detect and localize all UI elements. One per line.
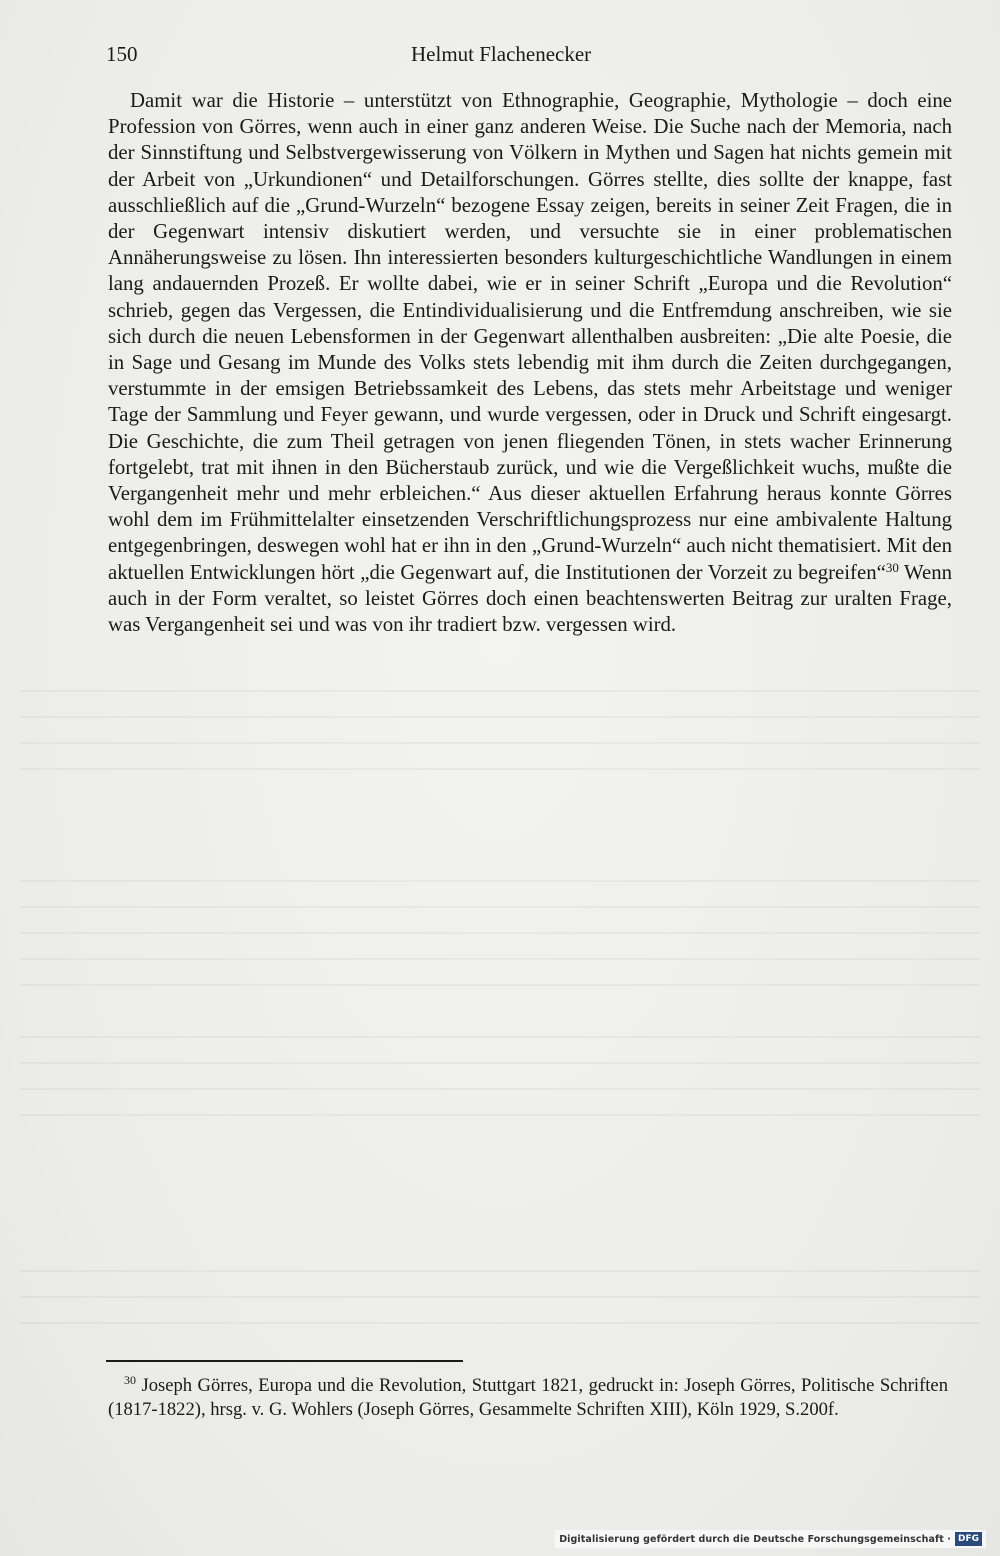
footnote: [108, 1374, 948, 1422]
footnote-number: 30: [124, 1373, 136, 1387]
footnote-divider: [106, 1360, 463, 1362]
paragraph: [108, 88, 952, 638]
dfg-logo: DFG: [955, 1532, 982, 1546]
digitization-credit: [555, 1530, 986, 1548]
body-text: [108, 88, 952, 638]
footnotes: [108, 1374, 948, 1422]
credit-text: Digitalisierung gefördert durch die Deutsche Forschungsgemeinschaft ·: [559, 1533, 951, 1545]
running-head: Helmut Flachenecker: [411, 42, 592, 66]
page-header: [106, 42, 952, 72]
page-number: 150: [106, 42, 138, 66]
paragraph-text-continued: Wenn auch in der Form veraltet, so leistet Görres doch einen beachtenswerten Beitrag zur uralten Frage, was Vergangenheit sei und was von ihr tradiert bzw. vergessen wird.: [108, 560, 952, 637]
footnote-reference[interactable]: 30: [885, 559, 899, 575]
paragraph-text: Damit war die Historie – unterstützt von Ethnographie, Geographie, Mythologie – doch eine Profession von Görres, wenn auch in einer ganz anderen Weise. Die Suche nach der Memoria, nach der Sinnstiftung und Selbstvergewisserung von Völkern in Mythen und Sagen hat nichts gemein mit der Arbeit von „Urkundionen“ und Detailforschungen. Görres stellte, dies sollte der knappe, fast ausschließlich auf die „Grund-Wurzeln“ bezogene Essay zeigen, bereits in seiner Zeit Fragen, die in der Gegenwart intensiv diskutiert werden, und versuchte sie in einer problematischen Annäherungsweise zu lösen. Ihn interessierten besonders kulturgeschichtliche Wandlungen in einem lang andauernden Prozeß. Er wollte dabei, wie er in seiner Schrift „Europa und die Revolution“ schrieb, gegen das Vergessen, die Entindividualisierung und die Entfremdung anschreiben, wie sie sich durch die neuen Lebensformen in der Gegenwart allenthalben ausbreiten: „Die alte Poesie, die in Sage und Gesang im Munde des Volks stets lebendig mit ihm durch die Zeiten durchgegangen, verstummte in der emsigen Betriebssamkeit des Lebens, das stets mehr Arbeitstage und weniger Tage der Sammlung und Feyer gewann, und wurde vergessen, oder in Druck und Schrift eingesargt. Die Geschichte, die zum Theil getragen von jenen fliegenden Tönen, in stets wacher Erinnerung fortgelebt, trat mit ihnen in den Bücherstaub zurück, und wie die Vergeßlichkeit wuchs, mußte die Vergangenheit mehr und mehr erbleichen.“ Aus dieser aktuellen Erfahrung heraus konnte Görres wohl dem im Frühmittelalter einsetzenden Verschriftlichungsprozess nur eine ambivalente Haltung entgegenbringen, deswegen wohl hat er ihn in den „Grund-Wurzeln“ auch nicht thematisiert. Mit den aktuellen Entwicklungen hört „die Gegenwart auf, die Institutionen der Vorzeit zu begreifen“: [108, 89, 952, 584]
footnote-text: Joseph Görres, Europa und die Revolution, Stuttgart 1821, gedruckt in: Joseph Görres, Politische Schriften (1817-1822), hrsg. v. G. Wohlers (Joseph Görres, Gesammelte Schriften XIII), Köln 1929, S.200f.: [108, 1375, 948, 1420]
